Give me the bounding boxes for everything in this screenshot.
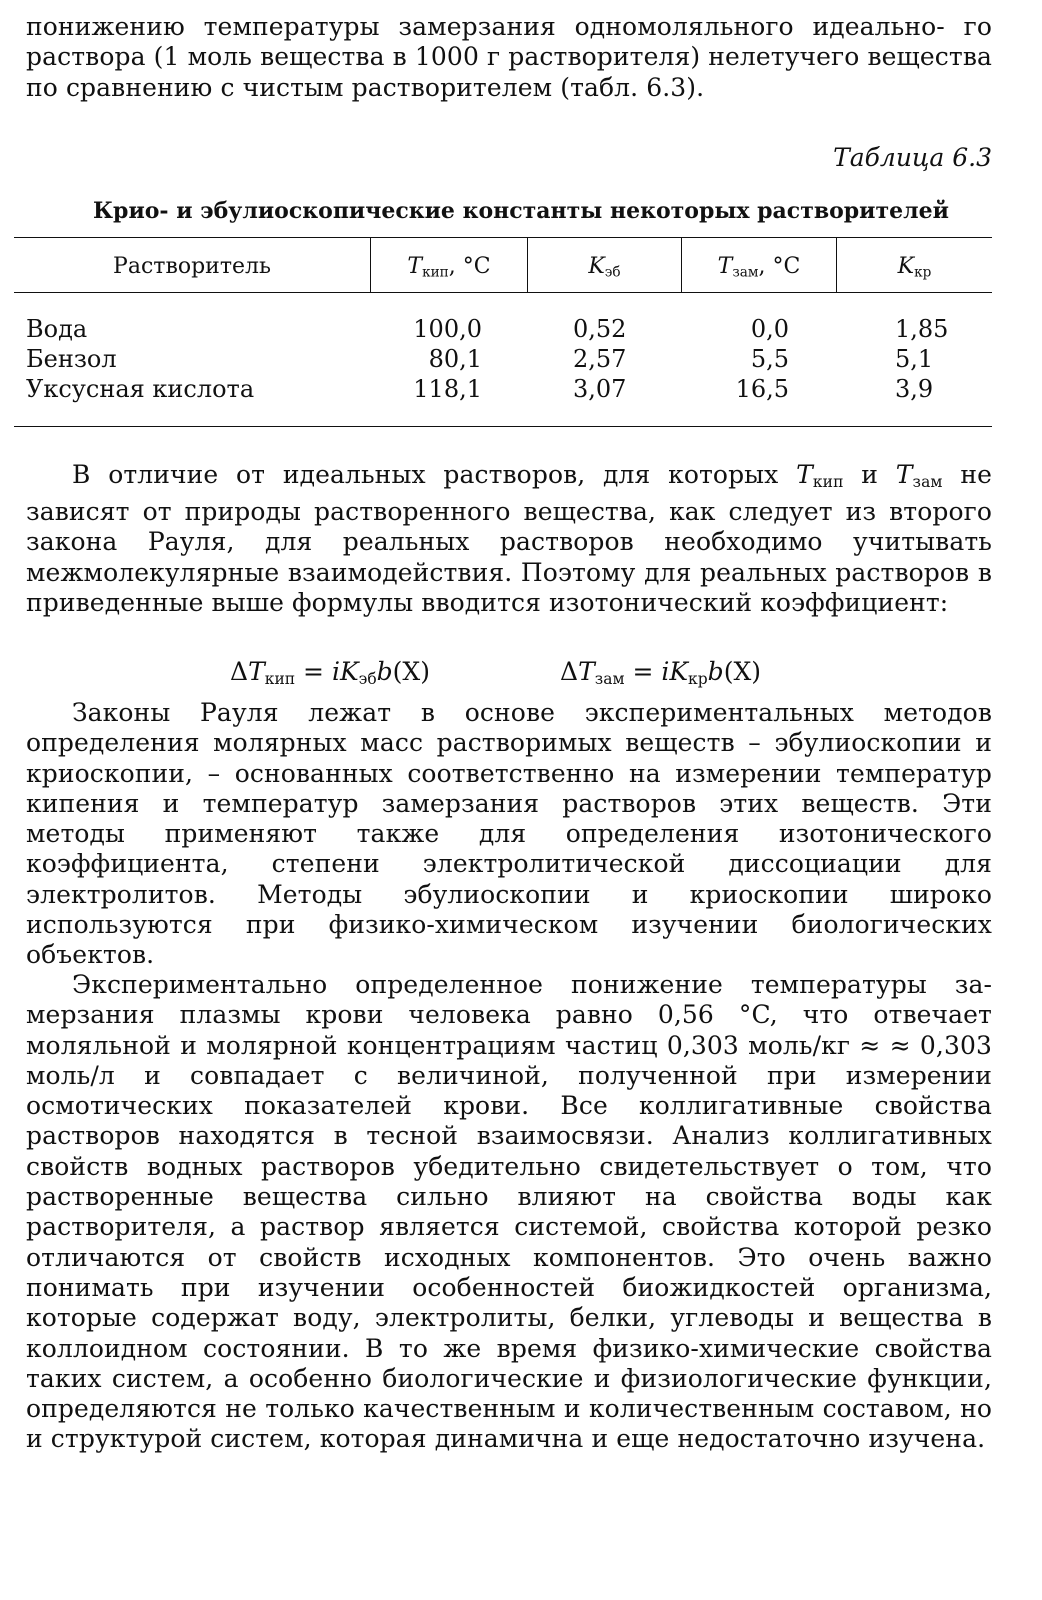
table-bottom-rule: [14, 426, 992, 427]
subscript: зам: [594, 669, 625, 688]
subscript: зам: [912, 472, 943, 491]
cell-t-freeze: 0,0: [750, 315, 789, 343]
paragraph-raoult-laws: Законы Рауля лежат в основе экспериментальных методов определения молярных масс растворимых веществ – эбулиоскопии и криоскопии, – основанных соответственно на измерении температур кипения и температур замерзания растворов этих веществ. Эти методы применяют также для определения изотонического коэффициента, степени электролитической диссоциации для электролитов. Методы эбулиоскопии и криоскопии широко используются при физико-химическом изучении биологических объектов.: [26, 698, 992, 970]
symbol-t: T: [796, 460, 813, 489]
cell-k-eb: 2,57: [573, 345, 627, 373]
table-row: [0, 344, 1042, 374]
header-symbol: T: [407, 254, 423, 279]
table-header-k-eb: [528, 250, 681, 286]
symbol-i: i: [661, 657, 670, 686]
symbol-k: K: [339, 657, 359, 686]
cell-solvent: Вода: [26, 315, 88, 343]
equals-sign: =: [295, 657, 332, 686]
header-subscript: кип: [422, 264, 449, 281]
table-header-k-cr: [837, 250, 992, 286]
cell-k-cr: 5,1: [895, 345, 934, 373]
delta-symbol: Δ: [230, 657, 249, 686]
cell-solvent: Уксусная кислота: [26, 375, 255, 403]
paragraph-ideal-vs-real: [26, 460, 992, 618]
symbol-b: b: [707, 657, 724, 686]
formula-freezing: [560, 655, 761, 696]
formula-argument: (X): [392, 657, 430, 686]
table-row: [0, 314, 1042, 344]
formula-argument: (X): [723, 657, 761, 686]
subscript: кип: [812, 472, 844, 491]
subscript: кр: [688, 669, 708, 688]
cell-k-cr: 1,85: [895, 315, 949, 343]
cell-t-boil: 100,0: [413, 315, 482, 343]
equals-sign: =: [624, 657, 662, 686]
cell-t-freeze: 16,5: [735, 375, 789, 403]
cell-t-boil: 118,1: [413, 375, 482, 403]
symbol-t: T: [578, 657, 595, 686]
text-run: В отличие от идеальных растворов, для которых: [72, 460, 797, 489]
cell-solvent: Бензол: [26, 345, 117, 373]
cell-k-eb: 0,52: [573, 315, 627, 343]
formula-boiling: [230, 655, 430, 696]
header-subscript: эб: [604, 264, 621, 281]
table-header-rule: [14, 292, 992, 293]
table-header-t-boil: [371, 250, 527, 286]
formula-line: [0, 655, 1042, 689]
symbol-k: K: [669, 657, 689, 686]
header-unit: , °C: [448, 254, 491, 279]
header-symbol: K: [588, 254, 605, 279]
table-title: Крио- и эбулиоскопические константы некоторых растворителей: [93, 198, 949, 224]
header-subscript: зам: [732, 264, 759, 281]
subscript: кип: [264, 669, 296, 688]
intro-paragraph: понижению температуры замерзания одномоляльного идеально- го раствора (1 моль вещества в 1000 г растворителя) нелетучего вещества по сравнению с чистым растворителем (табл. 6.3).: [26, 12, 992, 102]
cell-k-eb: 3,07: [573, 375, 627, 403]
header-text: Растворитель: [113, 254, 271, 279]
table-top-rule: [14, 237, 992, 238]
header-symbol: K: [897, 254, 915, 279]
cell-t-freeze: 5,5: [750, 345, 789, 373]
table-row: [0, 374, 1042, 404]
text-run: и: [843, 460, 896, 489]
delta-symbol: Δ: [560, 657, 579, 686]
header-subscript: кр: [914, 264, 932, 281]
table-label: Таблица 6.3: [833, 143, 992, 172]
subscript: эб: [358, 669, 377, 688]
symbol-i: i: [331, 657, 340, 686]
cell-k-cr: 3,9: [895, 375, 934, 403]
symbol-b: b: [376, 657, 393, 686]
symbol-t: T: [248, 657, 265, 686]
text-run: не зависят от природы растворенного вещества, как следует из второго закона Рауля, для реальных растворов необходимо учитывать межмолекулярные взаимодействия. Поэтому для реальных растворов в приведенные выше формулы вводится изотонический коэффициент:: [26, 460, 992, 618]
paragraph-blood-plasma: Экспериментально определенное понижение температуры замерзания плазмы крови человека равно 0,56 °C, что отвечает моляльной и молярной концентрациям частиц 0,303 моль/кг ≈ ≈ 0,303 моль/л и совпадает с величиной, полученной при измерении осмотических показателей крови. Все коллигативные свойства растворов находятся в тесной взаимосвязи. Анализ коллигативных свойств водных растворов убедительно свидетельствует о том, что растворенные вещества сильно влияют на свойства воды как растворителя, а раствор является системой, свойства которой резко отличаются от свойств исходных компонентов. Это очень важно понимать при изучении особенностей биожидкостей организма, которые содержат воду, электролиты, белки, углеводы и вещества в коллоидном состоянии. В то же время физико-химические свойства таких систем, а особенно биологические и физиологические функции, определяются не только качественным и количественным составом, но и структурой систем, которая динамична и еще недостаточно изучена.: [26, 970, 992, 1454]
header-symbol: T: [717, 254, 733, 279]
symbol-t: T: [895, 460, 913, 489]
table-header-t-freeze: [682, 250, 836, 286]
header-unit: , °C: [758, 254, 801, 279]
cell-t-boil: 80,1: [428, 345, 482, 373]
table-header-solvent: [14, 250, 370, 286]
